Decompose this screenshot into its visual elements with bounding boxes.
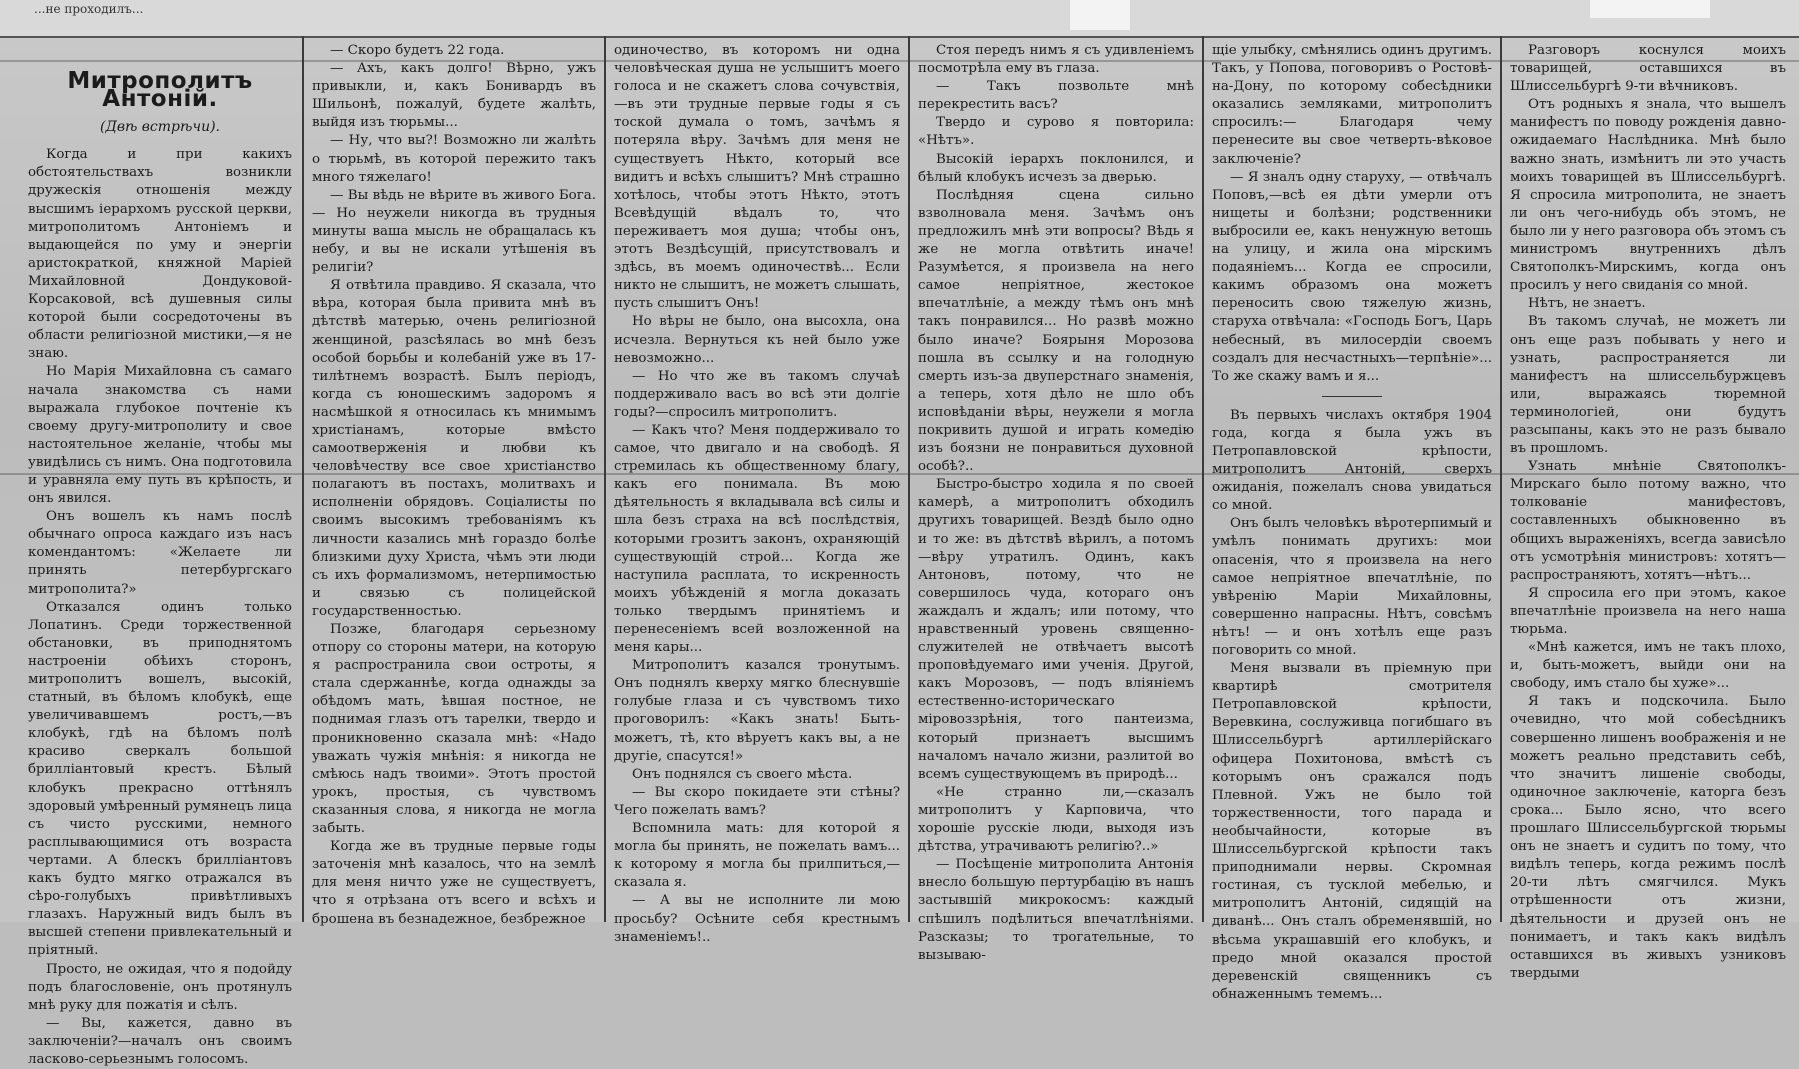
paragraph: — Посѣщеніе митрополита Антонія внесло большую пертурбацію въ нашъ застывшій микрокосмъ: каждый спѣшилъ подѣлиться впечатлѣніями. Разсказы; то трогательные, то вызываю- (918, 857, 1194, 963)
paragraph: щіе улыбку, смѣнялись одинъ другимъ. Такъ, у Попова, поговоривъ о Ростовѣ-на-Дону, по которому собесѣдники оказались земляками, митрополитъ спросилъ:— Благодаря чему перенесите вы свое четверть-вѣковое заключеніе? (1212, 43, 1492, 167)
torn-edge (1070, 0, 1130, 30)
paragraph: — Вы, кажется, давно въ заключеніи?—началъ онъ своимъ ласково-серьезнымъ голосомъ. (28, 1015, 292, 1067)
header-fragment: ...не проходилъ... (34, 2, 144, 16)
column-rule (1500, 36, 1502, 922)
paragraph: Когда же въ трудные первые годы заточенія мнѣ казалось, что на землѣ для меня ничто уже не существуетъ, что я отрѣзана отъ всего и всѣхъ и брошена въ безнадежное, безбрежное (312, 839, 596, 927)
paragraph: Онъ поднялся съ своего мѣста. (632, 766, 853, 782)
paragraph: — Ну, что вы?! Возможно ли жалѣть о тюрьмѣ, въ которой пережито такъ много тяжелаго! (312, 133, 596, 185)
paragraph: Когда и при какихъ обстоятельствахъ возникли дружескія отношенія между высшимъ іерархомъ русской церкви, митрополитомъ Антоніемъ и выдающейся по уму и энергіи аристократкой, княжной Маріей Михайловной Дондуковой-Корсаковой, всѣ душевныя силы которой были сосредоточены въ области религіозной мистики,—я не знаю. (28, 147, 292, 362)
paragraph: Въ первыхъ числахъ октября 1904 года, когда я была ужъ въ Петропавловской крѣпости, митрополитъ Антоній, сверхъ ожиданія, пожелалъ снова увидаться со мной. (1212, 407, 1492, 514)
paragraph: — Какъ что? Меня поддерживало то самое, что двигало и на свободѣ. Я стремилась къ общественному благу, какъ его понимала. Въ мою дѣятельность я вкладывала всѣ силы и шла безъ страха на всѣ послѣдствія, которыми грозитъ законъ, охраняющій существующій строй... Когда же наступила расплата, то искренность моихъ убѣжденій я могла доказать только твердымъ принятіемъ и перенесеніемъ всей возложенной на меня кары... (614, 422, 900, 656)
column-rule (604, 36, 606, 922)
article-column-2 (312, 42, 596, 927)
article-subtitle: (Двѣ встрѣчи). (99, 119, 220, 136)
paragraph: Разговоръ коснулся моихъ товарищей, оставшихся въ Шлиссельбургѣ 9-ти вѣчниковъ. (1510, 43, 1786, 95)
paragraph: Высокій іерархъ поклонился, и бѣлый клобукъ исчезъ за дверью. (918, 151, 1194, 185)
article-title: Митрополитъ Антоній. (67, 68, 253, 113)
section-divider (1322, 396, 1382, 397)
article-column-1 (28, 42, 292, 1067)
paragraph: Меня вызвали въ пріемную при квартирѣ смотрителя Петропавловской крѣпости, Веревкина, сослуживца погибшаго въ Шлиссельбургѣ артиллерійскаго офицера Похитонова, вмѣстѣ съ которымъ онъ сражался подъ Плевной. Ужъ не было той торжественности, того парада и необычайности, которые въ Шлиссельбургской крѣпости такъ приподнимали нервы. Скромная гостиная, съ тусклой мебелью, и митрополитъ Антоній, сидящій на диванѣ... Онъ сталъ обременявшій, но вѣсьма украшавшій его клобукъ, и предо мной оказался простой деревенскій священникъ съ обнаженнымъ темемъ... (1212, 661, 1492, 1002)
paragraph: — Но что же въ такомъ случаѣ поддерживало васъ во всѣ эти долгіе годы?—спросилъ митрополитъ. (614, 368, 900, 420)
paragraph: «Мнѣ кажется, имъ не такъ плохо, и, быть-можетъ, выйди они на свободу, имъ стало бы хуже»... (1510, 640, 1786, 692)
article-column-4 (918, 42, 1194, 963)
paragraph: — Вы вѣдь не вѣрите въ живого Бога.— Но неужели никогда въ трудныя минуты ваша мысль не обращалась къ небу, и вы не искали утѣшенія въ религіи? (312, 187, 596, 276)
paragraph: Вспомнила мать: для которой я могла бы принять, не пожелать вамъ... к которому я могла бы прилпиться,—сказала я. (614, 821, 900, 891)
paragraph: — Вы скоро покидаете эти стѣны? Чего пожелать вамъ? (614, 784, 900, 818)
paragraph: Стоя передъ нимъ я съ удивленіемъ посмотрѣла ему въ глаза. (918, 43, 1194, 77)
paragraph: Отъ родныхъ я знала, что вышелъ манифестъ по поводу рожденія давно-ожидаемаго Наслѣдника. Мнѣ было важно знать, измѣнитъ ли это участь моихъ товарищей въ Шлиссельбургѣ. Я спросила митрополита, не знаетъ ли онъ чего-нибудь объ этомъ, не было ли у него разговора объ этомъ съ министромъ внутреннихъ дѣлъ Святополкъ-Мирскимъ, когда онъ просилъ у него свиданія со мной. (1510, 97, 1786, 294)
paragraph: Позже, благодаря серьезному отпору со стороны матери, на которую я распространила свои остроты, я стала сдержаннѣе, когда однажды за обѣдомъ мать, ѣвшая постное, не поднимая глазъ отъ тарелки, твердо и проникновенно сказала мнѣ: «Надо уважать чужія мнѣнія: я никогда не смѣюсь надъ твоими». Этотъ простой урокъ, простыя, съ чувствомъ сказанныя слова, я никогда не могла забыть. (312, 622, 596, 837)
paragraph: Но вѣры не было, она высохла, она исчезла. Вернуться къ ней было уже невозможно... (614, 314, 900, 366)
paragraph: Но Марія Михайловна съ самаго начала знакомства съ нами выражала глубокое почтеніе къ своему другу-митрополиту и свое настоятельное желаніе, чтобы мы увидѣлись съ нимъ. Она подготовила и уравняла ему путь въ крѣпость, и онъ явился. (28, 364, 292, 507)
paragraph: — Я зналъ одну старуху, — отвѣчалъ Поповъ,—всѣ ея дѣти умерли отъ нищеты и болѣзни; родственники выбросили ее, какъ ненужную ветошь на улицу, и жила она мірскимъ подаяніемъ... Когда ее спросили, какимъ образомъ она можетъ переносить свою тяжелую жизнь, старуха отвѣчала: «Господь Богъ, Царь небесный, въ милосердіи своемъ создалъ для несчастныхъ—терпѣніе»... То же скажу вамъ и я... (1212, 169, 1492, 384)
paragraph: — Такъ позвольте мнѣ перекрестить васъ? (918, 79, 1194, 113)
article-column-5 (1212, 42, 1492, 1002)
paragraph: — Ахъ, какъ долго! Вѣрно, ужъ привыкли, и, какъ Бонивардъ въ Шильонѣ, пожалуй, будете жалѣть, выйдя изъ тюрьмы... (312, 61, 596, 131)
paragraph: — Скоро будетъ 22 года. (330, 43, 505, 58)
paragraph: Отказался одинъ только Лопатинъ. Среди торжественной обстановки, въ приподнятомъ настроеніи обѣихъ сторонъ, митрополитъ вошелъ, высокій, статный, въ бѣломъ клобукѣ, еще увеличивавшемъ ростъ,—въ клобукѣ, гдѣ на бѣломъ полѣ красиво сверкалъ большой бриллiантовый крестъ. Бѣлый клобукъ прекрасно оттѣнялъ здоровый умѣренный румянецъ лица съ чисто русскими, немного расплывающимися отъ возраста чертами. А блескъ бриллiантовъ какъ будто мягко отражался въ сѣро-голубыхъ привѣтливыхъ глазахъ. Наружный видъ былъ въ высшей степени привлекательный и пріятный. (28, 599, 292, 959)
paragraph: Послѣдняя сцена сильно взволновала меня. Зачѣмъ онъ предложилъ мнѣ эти вопросы? Вѣдь я же не могла отвѣтить иначе! Разумѣется, я произвела на него самое непріятное, жестокое впечатлѣніе, а между тѣмъ онъ мнѣ такъ понравился... Но развѣ можно было иначе? Боярыня Морозова пошла въ ссылку и на голодную смерть изъ-за двуперстнаго знаменія, а теперь, хотя дѣло не шло объ исповѣданіи вѣры, неужели я могла покривить душой и играть комедію изъ боязни не понравиться духовной особѣ?.. (918, 187, 1194, 475)
column-rule (302, 36, 304, 922)
paragraph: Твердо и сурово я повторила: «Нѣтъ». (918, 115, 1194, 149)
article-column-3 (614, 42, 900, 945)
paragraph: Онъ вошелъ къ намъ послѣ обычнаго опроса каждаго изъ насъ комендантомъ: «Желаете ли принять петербургскаго митрополита?» (28, 509, 292, 597)
paragraph: Я отвѣтила правдиво. Я сказала, что вѣра, которая была привита мнѣ въ дѣтствѣ матерью, очень религіозной женщиной, разсѣялась во мнѣ безъ особой борьбы и колебаній уже въ 17-тилѣтнемъ возрастѣ. Былъ періодъ, когда съ юношескимъ задоромъ я насмѣшкой я относилась къ мнимымъ христіанамъ, которые вмѣсто самоотверженія и любви къ человѣчеству все свое христіанство полагаютъ въ постахъ, молитвахъ и исполненіи обрядовъ. Соціалисты по своимъ высокимъ требованіямъ къ личности казались мнѣ гораздо болѣе близкими духу Христа, чѣмъ эти люди съ ихъ формализмомъ, нетерпимостью и связью съ полицейской государственностью. (312, 278, 596, 619)
column-rule (1202, 36, 1204, 922)
paragraph: Узнать мнѣніе Святополкъ-Мирскаго было потому важно, что толкованіе манифестовъ, составленныхъ обыкновенно въ общихъ выраженіяхъ, всегда зависѣло отъ усмотрѣнія министровъ: хотятъ—распространяютъ, хотятъ—нѣтъ... (1510, 459, 1786, 583)
paragraph: Я такъ и подскочила. Было очевидно, что мой собесѣдникъ совершенно лишенъ воображенія и не можетъ реально представить себѣ, что значитъ лишеніе свободы, одиночное заключеніе, каторга безъ срока... Было ясно, что всего прошлаго Шлиссельбургской тюрьмы онъ не знаетъ и судитъ по тому, что видѣлъ теперь, когда режимъ послѣ 20-ти лѣтъ смягчился. Мукъ отрѣшенности отъ жизни, дѣятельности и друзей онъ не понимаетъ, и такъ какъ видѣлъ оставшихся въ живыхъ узниковъ твердыми (1510, 694, 1786, 981)
paragraph: Митрополитъ казался тронутымъ. Онъ поднялъ кверху мягко блеснувшіе голубые глаза и съ чувствомъ тихо проговорилъ: «Какъ знать! Быть-можетъ, тѣ, кто вѣруетъ какъ вы, а не другіе, спасутся!» (614, 658, 900, 764)
paragraph: Я спросила его при этомъ, какое впечатлѣніе произвела на него наша тюрьма. (1510, 585, 1786, 637)
paragraph: Онъ былъ человѣкъ вѣротерпимый и умѣлъ понимать другихъ: мои опасенія, что я произвела на него самое непріятное впечатлѣніе, по увѣренію Маріи Михайловны, совершенно напрасны. Нѣтъ, совсѣмъ нѣтъ! — и онъ хотѣлъ еще разъ поговорить со мной. (1212, 516, 1492, 658)
paragraph: Просто, не ожидая, что я подойду подъ благословеніе, онъ протянулъ мнѣ руку для пожатія и сѣлъ. (28, 961, 292, 1013)
paragraph: Быстро-быстро ходила я по своей камерѣ, а митрополитъ обходилъ другихъ товарищей. Вездѣ было одно и то же: въ дѣтствѣ вѣрилъ, а потомъ—вѣру утратилъ. Одинъ, какъ Антоновъ, потому, что не совершилось чуда, котораго онъ жаждалъ и ждалъ; или потому, что нравственный уровень священно-служителей не отвѣчаетъ высотѣ проповѣдуемаго ими ученія. Другой, какъ Морозовъ, — подъ вліяніемъ естественно-историческаго міровоззрѣнія, того пантеизма, который признаетъ высшимъ началомъ начало жизни, разлитой во всемъ существующемъ въ природѣ... (918, 477, 1194, 782)
column-rule (908, 36, 910, 922)
paragraph: Въ такомъ случаѣ, не можетъ ли онъ еще разъ побывать у него и узнать, распространяется ли манифестъ на шлиссельбуржцевъ или, выражаясь тюремной терминологіей, они будутъ разсыпаны, какъ это не разъ бывало въ прошломъ. (1510, 314, 1786, 457)
paragraph: «Не странно ли,—сказалъ митрополитъ у Карповича, что хорошіе русскіе люди, выходя изъ дѣтства, утрачиваютъ религію?..» (918, 784, 1194, 855)
paragraph: Нѣтъ, не знаетъ. (1528, 296, 1646, 312)
torn-edge (1590, 0, 1710, 18)
paragraph: одиночество, въ которомъ ни одна человѣческая душа не услышитъ моего голоса и не скажетъ слова сочувствія,—въ эти трудные первые годы я съ тоской думала о томъ, зачѣмъ я потеряла вѣру. Зачѣмъ для меня не существуетъ Нѣкто, который все видитъ и всѣхъ слышитъ? Мнѣ страшно хотѣлось, чтобы этотъ Нѣкто, этотъ Всевѣдущій вѣдалъ то, что переживаетъ моя душа; чтобы онъ, этотъ Вездѣсущій, присутствовалъ и здѣсь, въ моемъ одиночествѣ... Если никто не слышитъ, не можетъ слышать, пусть слышитъ Онъ! (614, 43, 900, 312)
top-torn-strip (0, 0, 1799, 38)
paragraph: — А вы не исполните ли мою просьбу? Осѣните себя крестнымъ знаменіемъ!.. (614, 893, 900, 945)
article-column-6 (1510, 42, 1786, 981)
